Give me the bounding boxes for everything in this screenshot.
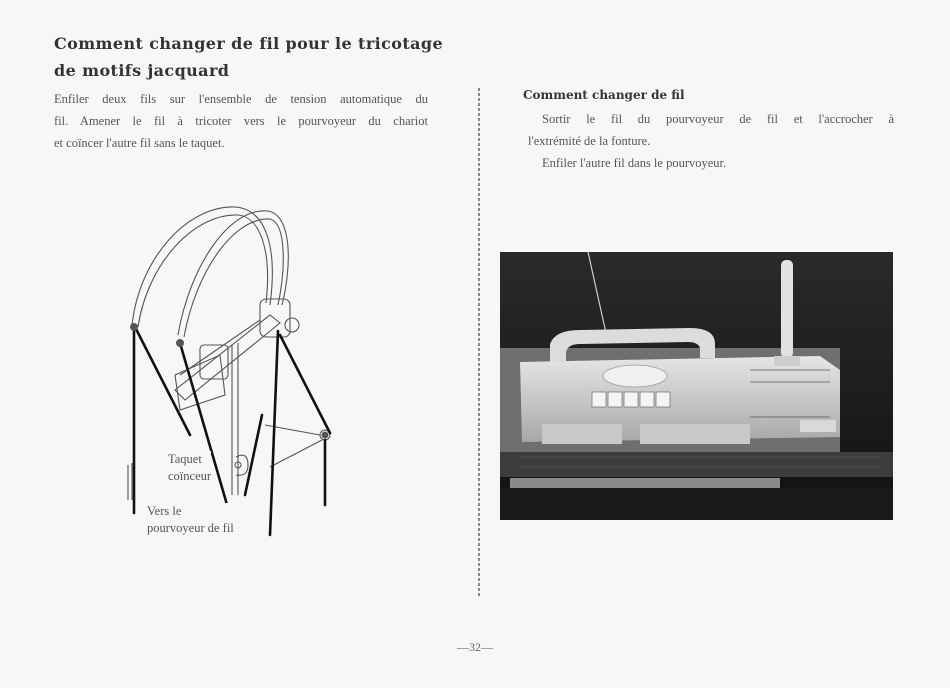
title-line-2: de motifs jacquard (54, 61, 230, 80)
intro-paragraph (54, 88, 428, 154)
label-taquet-coinceur (168, 451, 211, 485)
knitting-carriage-photo (500, 252, 893, 520)
intro-line-1: Enfiler deux fils sur l'ensemble de tension automatique du (54, 92, 428, 106)
section-subhead: Comment changer de fil (523, 88, 685, 102)
step-1-line-2: l'extrémité de la fonture. (528, 134, 651, 148)
page-number: —32— (457, 640, 493, 654)
label-vers-line-1: Vers le (147, 504, 182, 518)
instruction-steps (528, 108, 894, 174)
label-taquet-line-2: coïnceur (168, 469, 212, 483)
step-1 (528, 108, 894, 152)
step-1-line-1: Sortir le fil du pourvoyeur de fil et l'accrocher à (542, 112, 894, 126)
intro-line-3: et coïncer l'autre fil sans le taquet. (54, 136, 225, 150)
label-vers-pourvoyeur (147, 503, 234, 537)
title-line-1: Comment changer de fil pour le tricotage (54, 34, 444, 53)
page-title (54, 30, 454, 84)
column-divider (476, 88, 482, 598)
step-2: Enfiler l'autre fil dans le pourvoyeur. (542, 156, 727, 170)
tension-assembly-illustration (120, 195, 370, 550)
label-taquet-line-1: Taquet (168, 452, 202, 466)
intro-line-2: fil. Amener le fil à tricoter vers le pourvoyeur du chariot (54, 114, 428, 128)
label-vers-line-2: pourvoyeur de fil (147, 521, 234, 535)
